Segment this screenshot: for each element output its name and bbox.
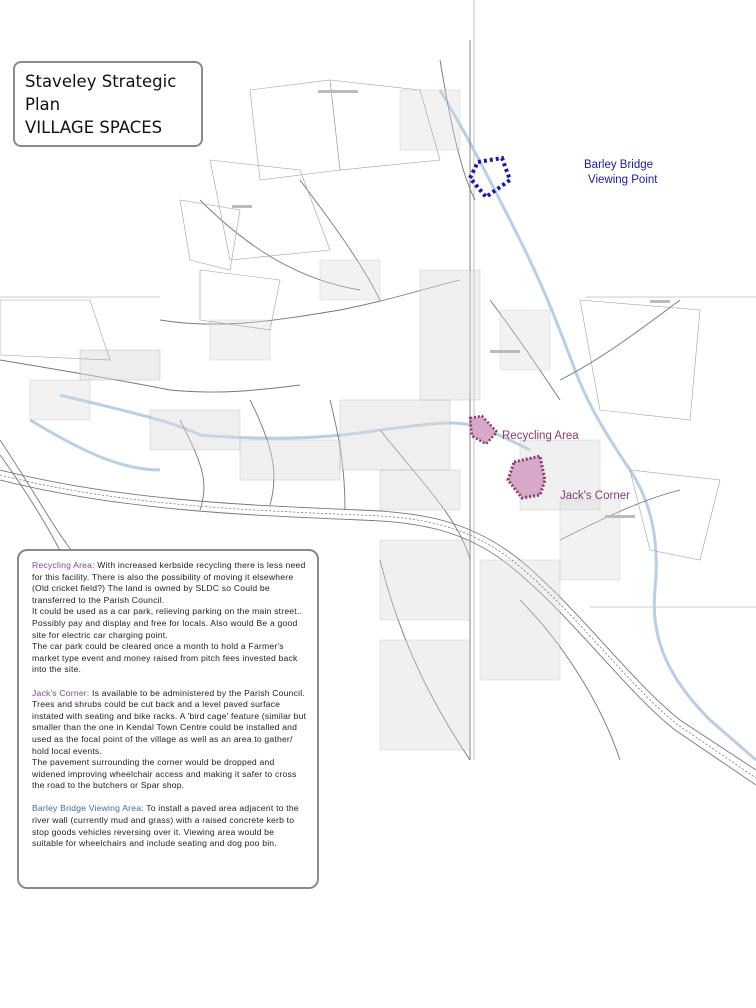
jacks-corner-marker	[508, 456, 545, 498]
barley-bridge-label: Barley Bridge	[584, 159, 654, 171]
field-boundaries	[0, 80, 720, 560]
recycling-heading: Recycling Area:	[32, 560, 95, 570]
title-line-1: Staveley Strategic	[25, 72, 177, 91]
recycling-text-1: With increased kerbside recycling there is less need for this facility. There is also the possibility of moving it elsewhere (Old cricket field?) The land is owned by SLDC so Could be transferred to the Parish Council.	[32, 560, 306, 605]
jacks-paragraph	[32, 688, 307, 792]
barley-paragraph	[32, 803, 307, 849]
title-line-3: VILLAGE SPACES	[25, 118, 163, 137]
barley-heading: Barley Bridge Viewing Area:	[32, 803, 144, 814]
jacks-heading: Jack's Corner:	[32, 687, 90, 698]
jacks-text-1: Is available to be administered by the Parish Council. Trees and shrubs could be cut back and a level paved surface instated with seating and bike racks. A 'bird cage' feature (similar but smaller than the one in Kendal Town Centre could be installed and used as the focal point of the village as well as an area to gather/ hold local events.	[32, 687, 307, 756]
recycling-paragraph	[32, 560, 307, 676]
barley-bridge-marker	[470, 158, 510, 197]
info-box	[17, 549, 319, 889]
title-box	[13, 61, 203, 147]
recycling-area-label: Recycling Area	[502, 430, 579, 442]
barley-text-1: To install a paved area adjacent to the river wall (currently mud and grass) with a raised concrete kerb to stop goods vehicles reversing over it. Viewing area would be suitable for wheelchairs and include seating and dog poo bin.	[32, 803, 299, 849]
title-line-2: Plan	[25, 95, 61, 114]
viewing-point-label: Viewing Point	[588, 174, 658, 186]
jacks-corner-label: Jack's Corner	[560, 490, 630, 502]
recycling-text-2: It could be used as a car park, relieving parking on the main street.. Possibly pay and display and free for locals. Also would Be a good site for electric car charging point.	[32, 606, 303, 640]
jacks-text-2: The pavement surrounding the corner would be dropped and widened improving wheelchair access and making it safer to cross the road to the butchers or Spar shop.	[32, 757, 297, 791]
recycling-text-3: The car park could be cleared once a month to hold a Farmer's market type event and money raised from pitch fees invested back into the site.	[32, 641, 298, 675]
